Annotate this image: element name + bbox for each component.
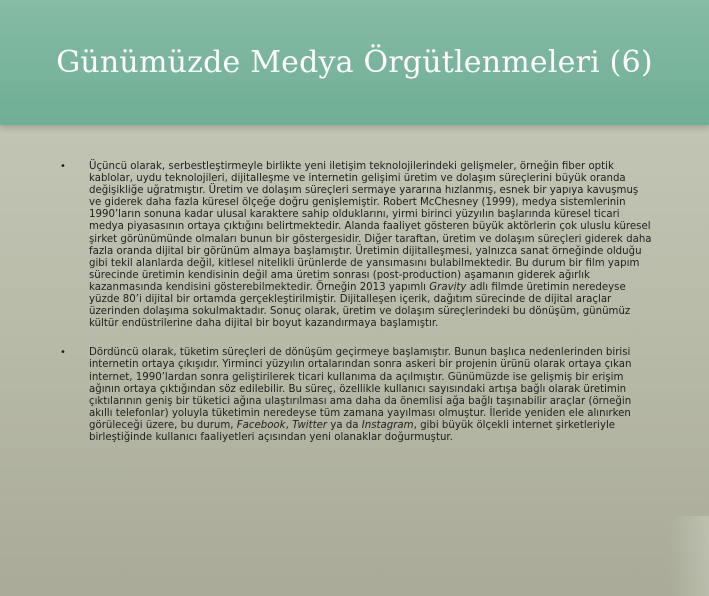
- text-segment: ya da: [327, 419, 362, 431]
- brand-instagram: Instagram: [361, 419, 414, 431]
- slide-title: Günümüzde Medya Örgütlenmeleri (6): [56, 45, 653, 80]
- title-band: [0, 0, 709, 125]
- bullet-marker: •: [60, 347, 66, 359]
- bullet-text-2: [89, 347, 652, 444]
- bullet-item-1: [60, 161, 652, 330]
- slide-content: [60, 161, 652, 461]
- text-segment: ,: [285, 419, 293, 431]
- corner-shade: [669, 516, 709, 596]
- brand-twitter: Twitter: [292, 419, 328, 431]
- text-segment: , gibi büyük ölçekli internet şirketleriyle birleştiğinde kullanıcı faaliyetleri açısından yeni olanaklar doğurmuştur.: [89, 419, 616, 443]
- film-title-gravity: Gravity: [429, 281, 467, 293]
- text-segment: Dördüncü olarak, tüketim süreçleri de dönüşüm geçirmeye başlamıştır. Bunun başlıca nedenlerinden birisi internetin ortaya çıkışıdır. Yirminci yüzyılın ortalarından sonra askeri bir projenin ürünü olarak ortaya çıkan internet, 1990’lardan sonra geliştirilerek ticari kullanıma da açılmıştır. Günümüzde ise gelişmiş bir erişim ağının ortaya çıktığından söz edilebilir. Bu süreç, özellikle kullanıcı sayısındaki artışa bağlı olarak üretimin çıktılarının geniş bir tüketici ağına ulaştırılması ama daha da önemlisi ağa bağlı taşınabilir araçlar (örneğin akıllı telefonlar) yoluyla tüketimin neredeyse tüm zamana yayılması olmuştur. İleride yeniden ele alınırken görüleceği üzere, bu durum,: [89, 347, 632, 431]
- bullet-marker: •: [60, 161, 66, 172]
- text-segment: Üçüncü olarak, serbestleştirmeyle birlikte yeni iletişim teknolojilerindeki gelişmeler, örneğin fiber optik kablolar, uydu teknolojileri, dijitalleşme ve internetin gelişimi üretim ve dolaşım süreçlerini büyük oranda değişikliğe uğratmıştır. Üretim ve dolaşım süreçleri sermaye yararına hızlanmış, esnek bir yapıya kavuşmuş ve giderek daha fazla küresel ölçeğe doğru genişlemiştir. Robert McChesney (1999), medya sistemlerinin 1990’ların sonuna kadar ulusal karaktere sahip olduklarını, yirmi birinci yüzyılın başlarında küresel ticari medya piyasasının ortaya çıktığını belirtmektedir. Alanda faaliyet gösteren büyük aktörlerin çok uluslu küresel şirket görünümünde olmaları bunun bir göstergesidir. Diğer taraftan, üretim ve dolaşım süreçleri giderek daha fazla oranda dijital bir görünüm almaya başlamıştır. Üretimin dijitalleşmesi, yalnızca sanat örneğinde olduğu gibi tekil alanlarda değil, kitlesel nitelikli ürünlerde de yansımasını bulabilmektedir. Bu durum bir film yapım sürecinde üretimin kendisinin değil ama üretim sonrası (post-production) aşamanın giderek ağırlık kazanmasında kendisini gösterebilmektedir. Örneğin 2013 yapımlı: [89, 161, 652, 293]
- text-segment: adlı filmde üretimin neredeyse yüzde 80’i dijital bir ortamda gerçekleştirilmiştir. Dijitalleşen içerik, dağıtım sürecinde de dijital araçlar üzerinden dolaşıma sokulmaktadır. Sonuç olarak, üretim ve dolaşım süreçlerindeki bu dönüşüm, günümüz kültür endüstrilerine daha dijital bir boyut kazandırmaya başlamıştır.: [89, 281, 631, 330]
- bullet-item-2: [60, 347, 652, 444]
- bullet-text-1: [89, 161, 652, 330]
- brand-facebook: Facebook: [236, 419, 286, 431]
